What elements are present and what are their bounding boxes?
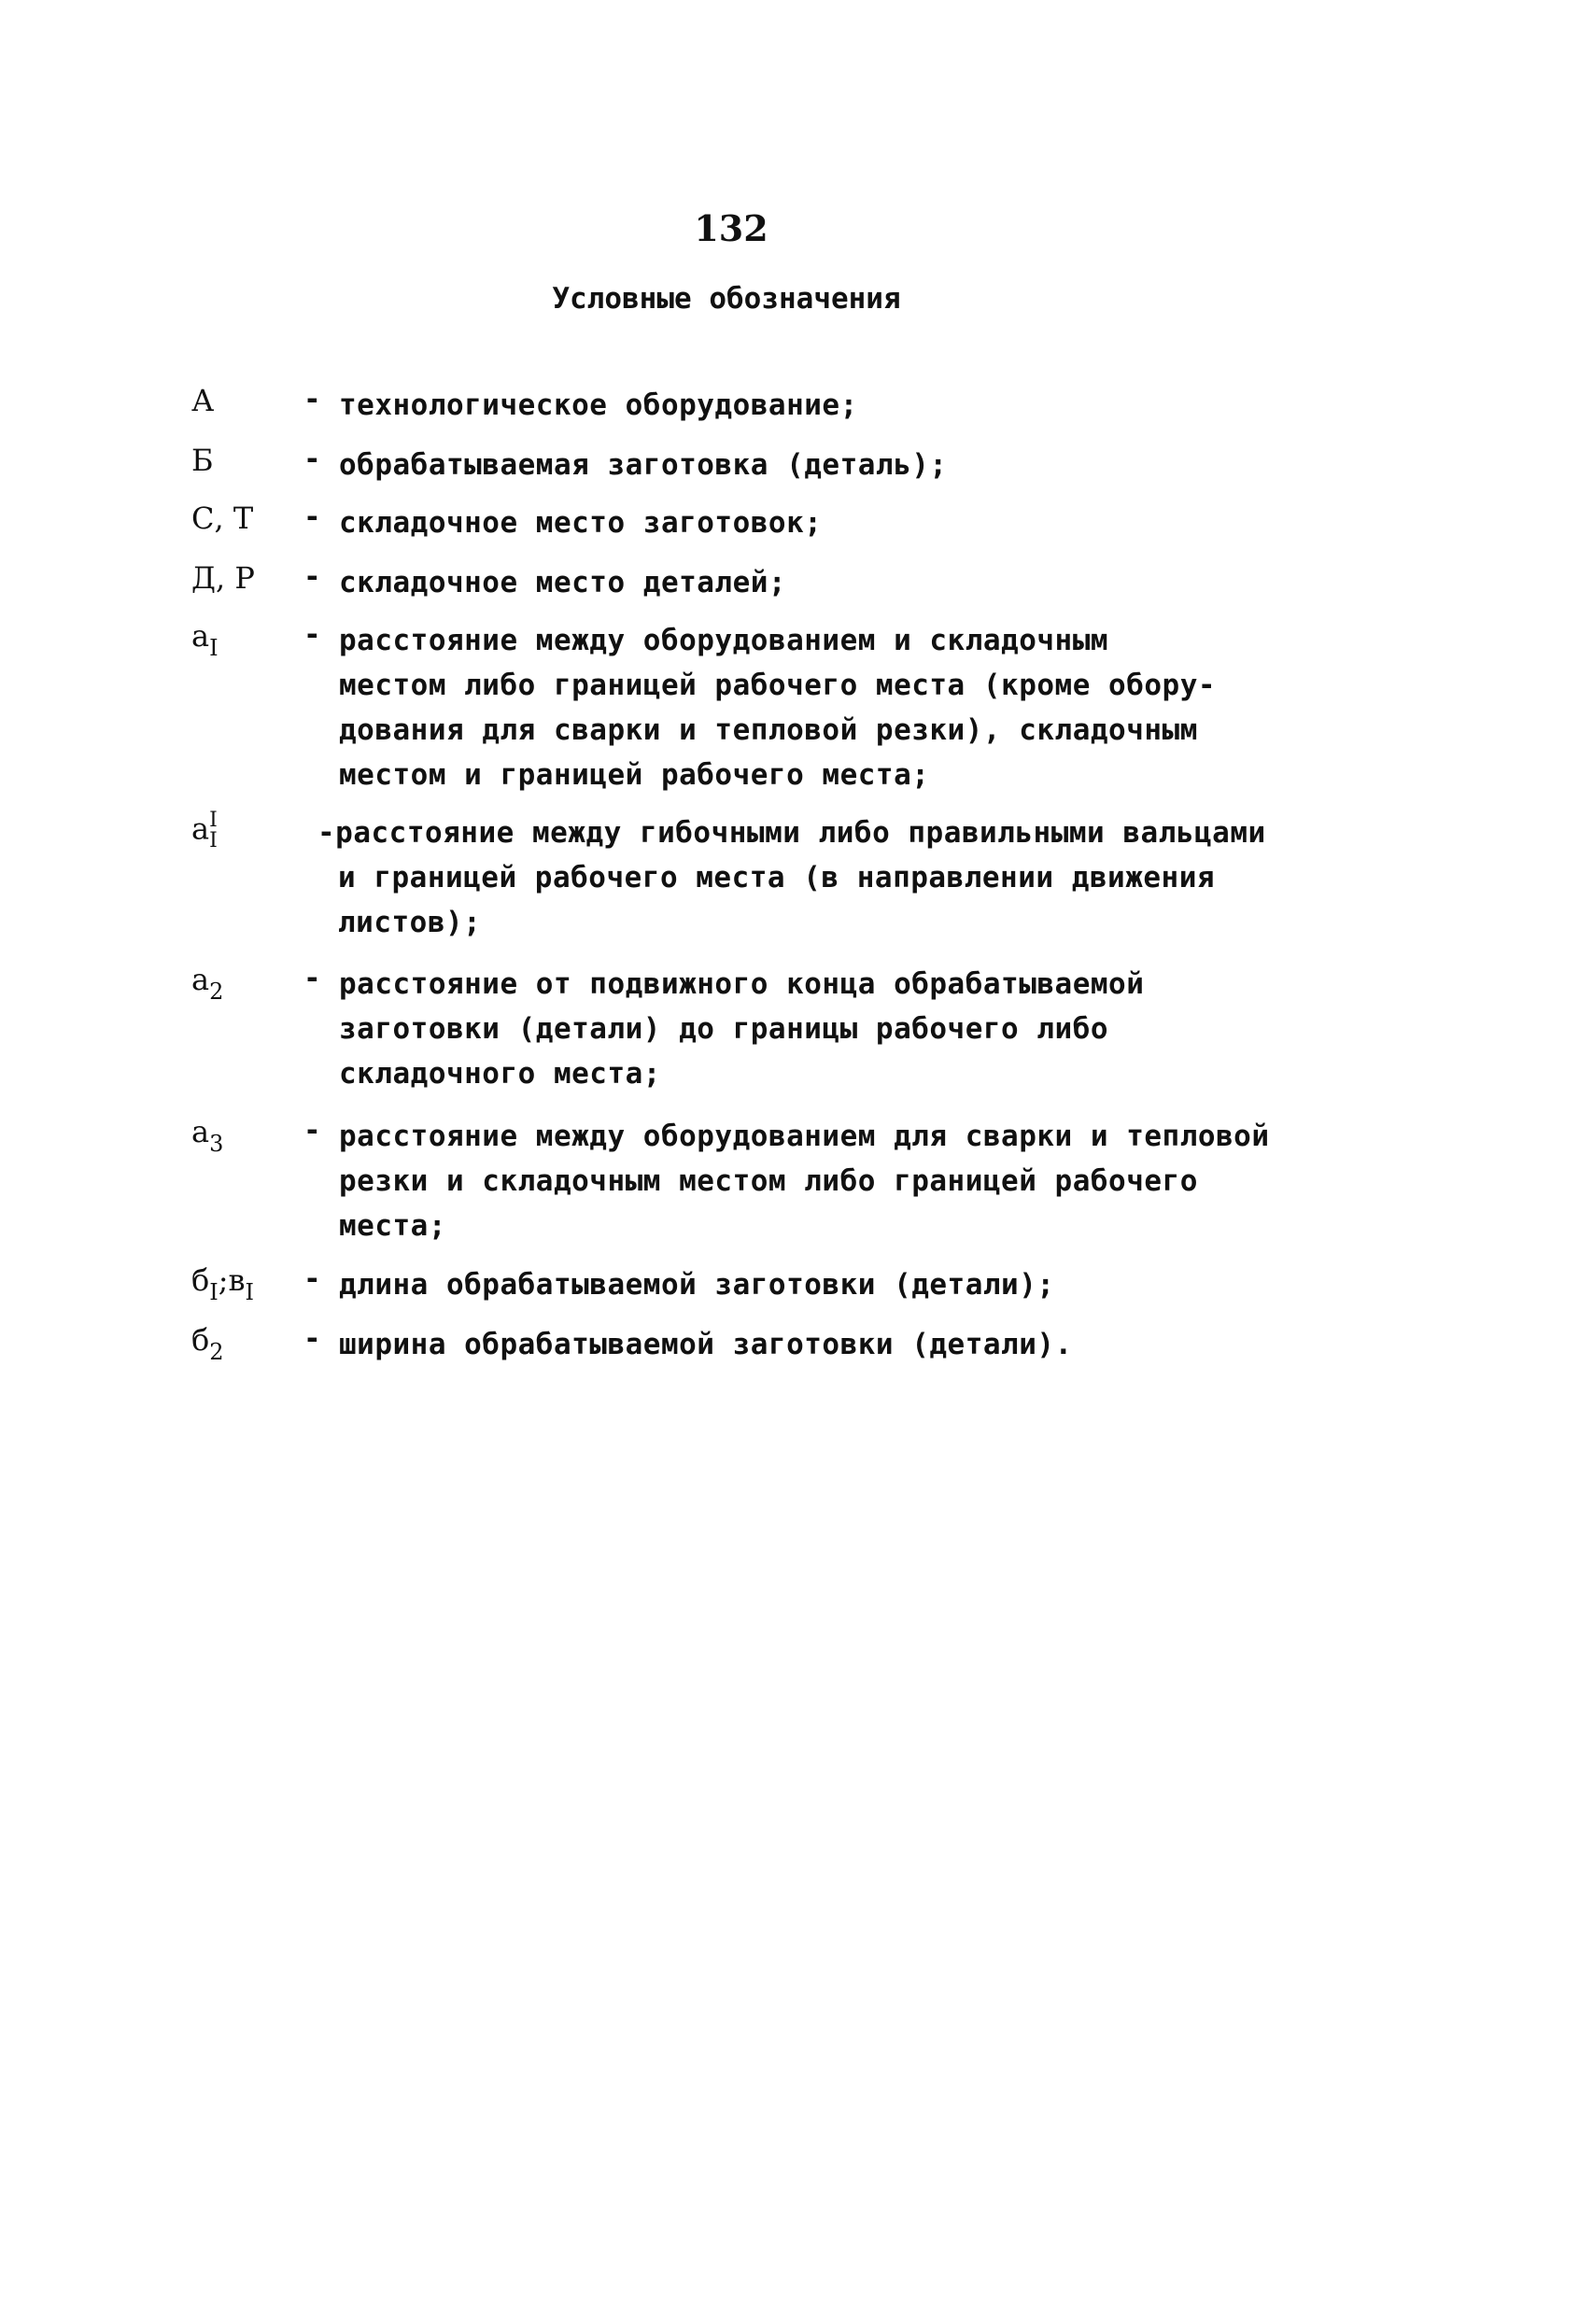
legend-description: [339, 618, 1506, 797]
legend-description: [339, 1262, 1506, 1307]
term-subscript: 2: [209, 1339, 224, 1365]
description-line: ширина обрабатываемой заготовки (детали).: [339, 1328, 1073, 1361]
description-line: дования для сварки и тепловой резки), складочным: [339, 713, 1198, 747]
description-line: резки и складочным местом либо границей рабочего: [339, 1164, 1198, 1198]
legend-term: [191, 500, 303, 536]
description-line: технологическое оборудование;: [339, 388, 858, 422]
term-symbol: б: [191, 1262, 210, 1298]
legend-description: [339, 500, 1506, 545]
term-symbol: А: [191, 383, 215, 418]
legend-dash: -: [303, 962, 321, 995]
legend-dash: -: [303, 1262, 321, 1296]
term-subscript-secondary: I: [245, 1279, 255, 1305]
term-symbol-secondary: ;в: [218, 1262, 246, 1298]
legend-description: [339, 383, 1506, 428]
legend-description: [339, 560, 1506, 605]
legend-description: [339, 962, 1506, 1096]
legend-term: [191, 1114, 303, 1157]
legend-description: [317, 810, 1485, 945]
legend-dash: -: [303, 560, 321, 594]
description-line: и границей рабочего места (в направлении движения: [338, 861, 1216, 894]
legend-dash: -: [303, 1114, 321, 1148]
term-symbol: б: [191, 1322, 210, 1358]
page-number: 132: [694, 207, 768, 249]
term-symbol: а: [191, 1114, 210, 1149]
description-line: длина обрабатываемой заготовки (детали);: [339, 1268, 1055, 1302]
legend-description: [339, 443, 1506, 487]
description-line: листов);: [338, 906, 482, 939]
legend-dash: -: [303, 443, 321, 476]
term-symbol: а: [191, 962, 210, 997]
legend-term: [191, 383, 303, 418]
description-line: складочное место деталей;: [339, 566, 787, 599]
term-subscript: 3: [209, 1131, 224, 1157]
legend-dash: -: [303, 383, 321, 416]
section-heading: Условные обозначения: [552, 282, 901, 316]
description-line: складочное место заготовок;: [339, 506, 823, 540]
description-line: расстояние между оборудованием и складочным: [339, 624, 1109, 657]
legend-term: [191, 618, 303, 661]
term-subscript: 2: [209, 979, 224, 1005]
legend-term: [191, 962, 303, 1005]
legend-term: [191, 1262, 303, 1305]
term-subscript: I: [209, 829, 218, 852]
legend-term: [191, 560, 303, 596]
term-symbol: С, Т: [191, 500, 254, 536]
description-line: обрабатываемая заготовка (деталь);: [339, 448, 948, 482]
description-line: складочного места;: [339, 1057, 661, 1091]
term-symbol: а: [191, 810, 210, 847]
term-superscript: I: [209, 809, 218, 832]
legend-dash: -: [303, 618, 321, 652]
term-subscript: I: [209, 1279, 219, 1305]
legend-description: [339, 1322, 1506, 1367]
legend-description: [339, 1114, 1506, 1248]
legend-term: [191, 443, 303, 478]
description-line: расстояние между оборудованием для сварки и тепловой: [339, 1120, 1270, 1153]
term-subscript: I: [209, 635, 219, 661]
description-line: места;: [339, 1209, 446, 1243]
term-superscript-subscript: [209, 810, 218, 852]
description-line: местом либо границей рабочего места (кроме обору-: [339, 669, 1217, 702]
legend-term: [191, 1322, 303, 1365]
description-line: -расстояние между гибочными либо правильными вальцами: [317, 816, 1266, 850]
term-symbol: а: [191, 618, 210, 654]
legend-term: [191, 810, 303, 852]
legend-dash: -: [303, 500, 321, 534]
description-line: местом и границей рабочего места;: [339, 758, 930, 792]
legend-dash: -: [303, 1322, 321, 1356]
description-line: заготовки (детали) до границы рабочего либо: [339, 1012, 1109, 1046]
term-symbol: Д, Р: [191, 560, 255, 596]
description-line: расстояние от подвижного конца обрабатываемой: [339, 967, 1145, 1001]
term-symbol: Б: [191, 443, 214, 478]
